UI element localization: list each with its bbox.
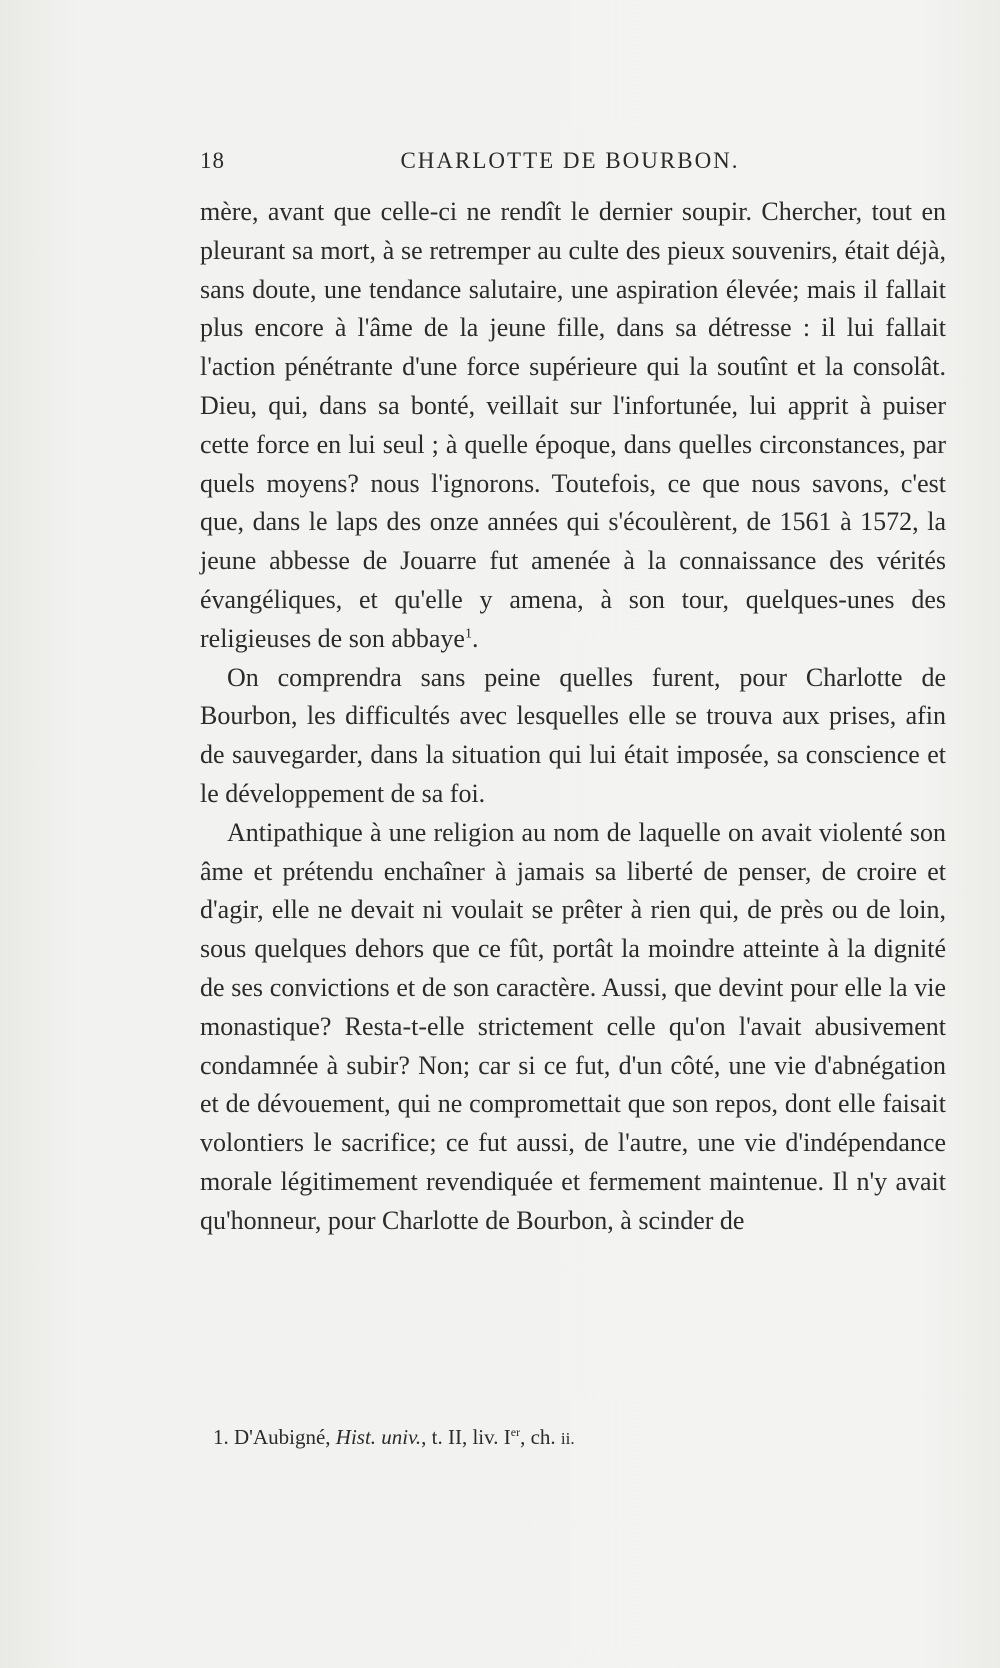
footnote-reference: 1 [464, 626, 472, 642]
body-text [200, 193, 946, 1241]
footnote-superscript: er [510, 1425, 521, 1439]
running-title: CHARLOTTE DE BOURBON. [400, 148, 740, 173]
paragraph-2 [200, 659, 946, 814]
paragraph-1-text: mère, avant que celle-ci ne rendît le dernier soupir. Chercher, tout en pleurant sa mort, à se retremper au culte des pieux souvenirs, était déjà, sans doute, une tendance salutaire, une aspiration élevée; mais il fallait plus encore à l'âme de la jeune fille, dans sa détresse : il lui fallait l'action pénétrante d'une force supérieure qui la soutînt et la consolât. Dieu, qui, dans sa bonté, veillait sur l'infortunée, lui apprit à puiser cette force en lui seul ; à quelle époque, dans quelles circonstances, par quels moyens? nous l'ignorons. Toutefois, ce que nous savons, c'est que, dans le laps des onze années qui s'écoulèrent, de 1561 à 1572, la jeune abbesse de Jouarre fut amenée à la connaissance des vérités évangéliques, et qu'elle y amena, à son tour, quelques-unes des religieuses de son abbaye [200, 197, 946, 653]
paragraph-2-text: On comprendra sans peine quelles furent, pour Charlotte de Bourbon, les difficultés avec lesquelles elle se trouva aux prises, afin de sauvegarder, dans la situation qui lui était imposée, sa conscience et le développement de sa foi. [200, 662, 946, 808]
page-number: 18 [200, 148, 225, 173]
paragraph-1 [200, 193, 946, 659]
footnote-chapter-number: ii. [560, 1429, 575, 1448]
footnote-volume: , t. II, liv. I [421, 1425, 511, 1449]
page-header [200, 148, 940, 182]
paragraph-3-text: Antipathique à une religion au nom de laquelle on avait violenté son âme et prétendu enchaîner à jamais sa liberté de penser, de croire et d'agir, elle ne devait ni voulait se prêter à rien qui, de près ou de loin, sous quelques dehors que ce fût, portât la moindre atteinte à la dignité de ses convictions et de son caractère. Aussi, que devint pour elle la vie monastique? Resta-t-elle strictement celle qu'on l'avait abusivement condamnée à subir? Non; car si ce fut, d'un côté, une vie d'abnégation et de dévouement, qui ne compromettait que son repos, dont elle faisait volontiers le sacrifice; ce fut aussi, de l'autre, une vie d'indépendance morale légitimement revendiquée et fermement maintenue. Il n'y avait qu'honneur, pour Charlotte de Bourbon, à scinder de [200, 817, 946, 1235]
paragraph-1-end: . [471, 623, 479, 653]
footnote-author: D'Aubigné, [234, 1425, 331, 1449]
footnote-chapter-label: , ch. [520, 1425, 561, 1449]
footnote [213, 1423, 933, 1453]
footnote-work: Hist. univ. [335, 1425, 422, 1449]
paragraph-3 [200, 814, 946, 1241]
footnote-number: 1. [213, 1425, 229, 1449]
